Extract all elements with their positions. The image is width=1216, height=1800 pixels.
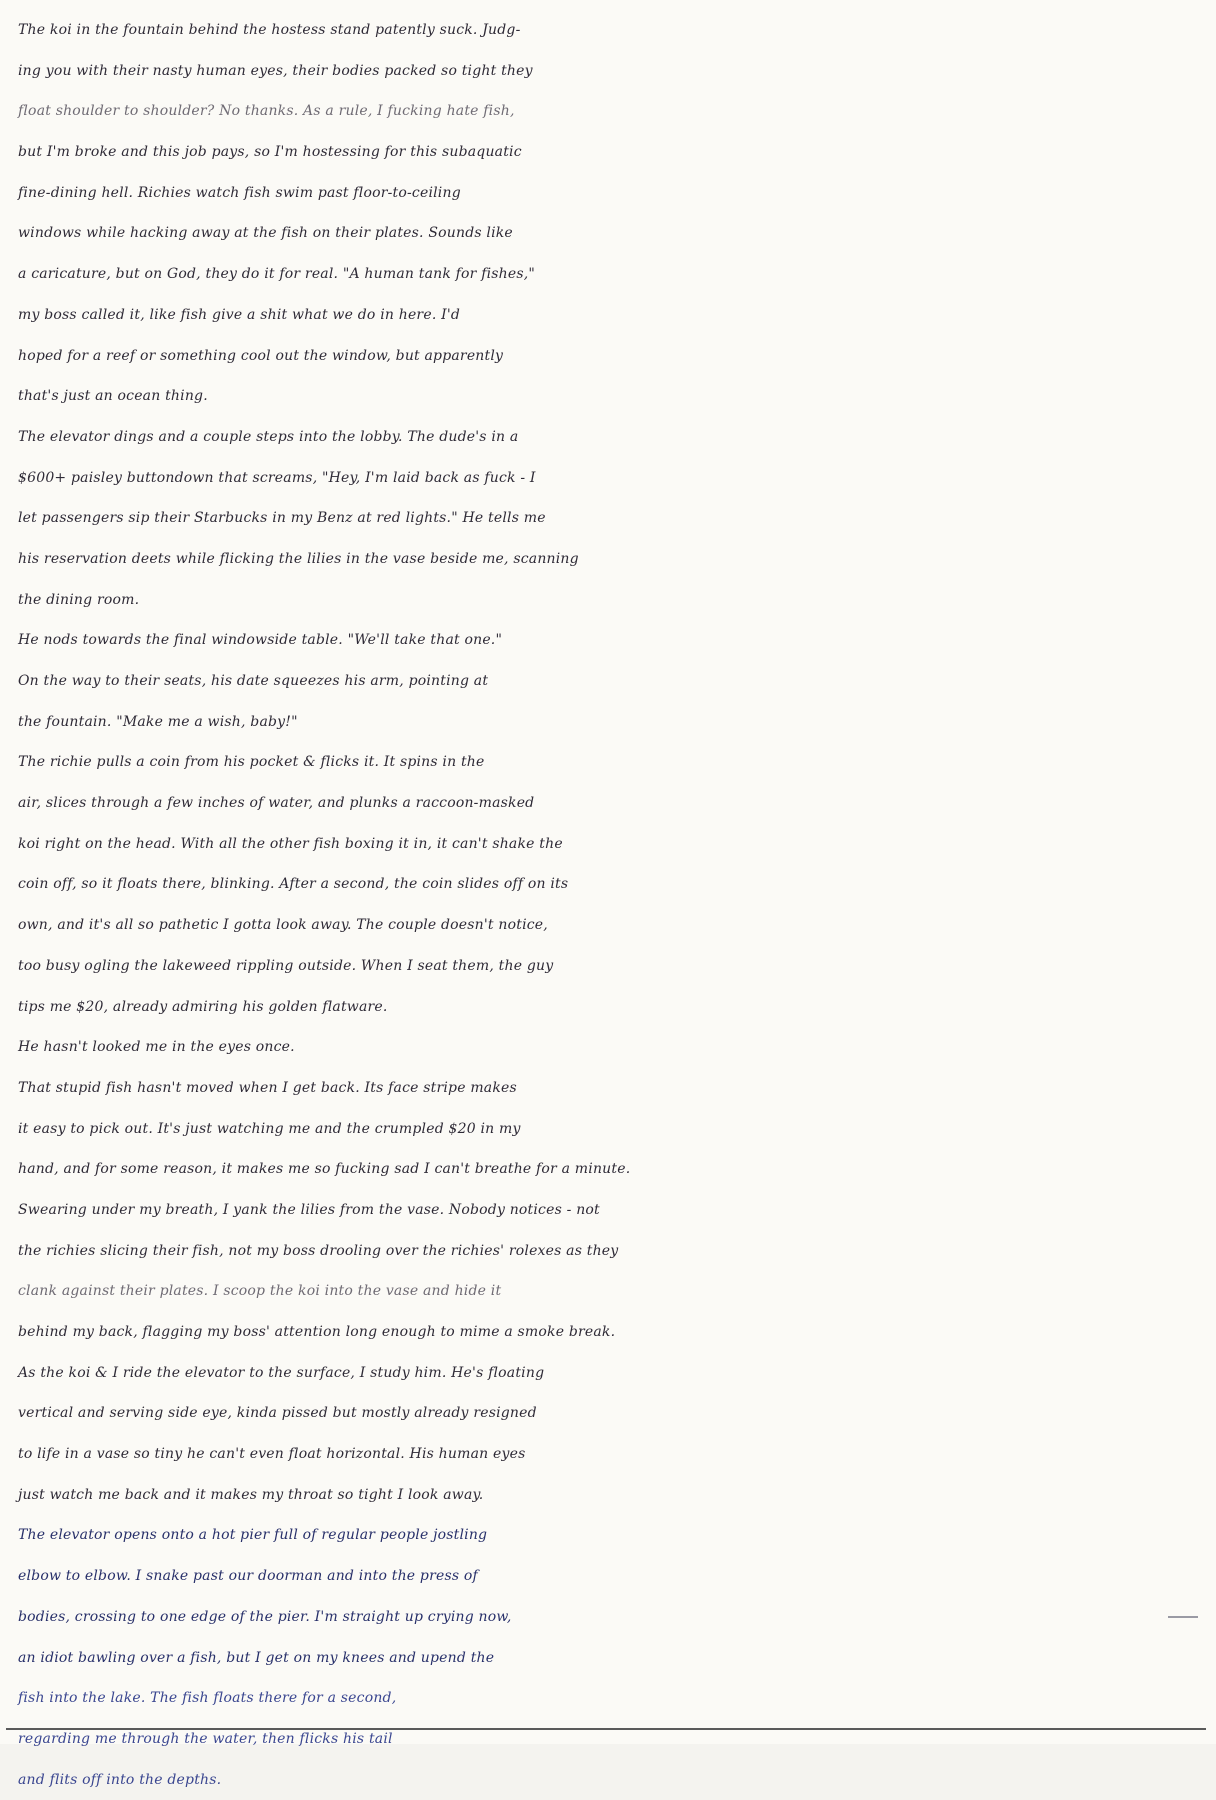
text-line: the fountain. "Make me a wish, baby!" — [18, 713, 298, 730]
pen-mark — [1168, 1616, 1198, 1618]
text-line: He nods towards the final windowside table. "We'll take that one." — [18, 632, 503, 649]
text-line: He hasn't looked me in the eyes once. — [18, 1039, 295, 1056]
text-line: fine-dining hell. Richies watch fish swim past floor-to-ceiling — [18, 184, 461, 201]
text-line: vertical and serving side eye, kinda pissed but mostly already resigned — [18, 1405, 537, 1422]
text-line: As the koi & I ride the elevator to the surface, I study him. He's floating — [18, 1364, 545, 1381]
text-line: tips me $20, already admiring his golden flatware. — [18, 998, 388, 1015]
text-line: The richie pulls a coin from his pocket & flicks it. It spins in the — [18, 754, 485, 771]
text-line: let passengers sip their Starbucks in my Benz at red lights." He tells me — [18, 510, 546, 527]
text-line: windows while hacking away at the fish on their plates. Sounds like — [18, 225, 513, 242]
bottom-rule — [6, 1728, 1206, 1730]
text-line: Swearing under my breath, I yank the lilies from the vase. Nobody notices - not — [18, 1201, 600, 1218]
handwritten-text — [18, 10, 1198, 1800]
text-line: and flits off into the depths. — [18, 1771, 222, 1788]
text-line: fish into the lake. The fish floats there for a second, — [18, 1690, 397, 1707]
text-line: regarding me through the water, then flicks his tail — [18, 1730, 393, 1747]
text-line: The koi in the fountain behind the hostess stand patently suck. Judg- — [18, 22, 521, 38]
text-line: clank against their plates. I scoop the koi into the vase and hide it — [18, 1283, 502, 1300]
text-line: $600+ paisley buttondown that screams, "Hey, I'm laid back as fuck - I — [18, 469, 536, 486]
text-line: behind my back, flagging my boss' attention long enough to mime a smoke break. — [18, 1324, 616, 1340]
text-line: too busy ogling the lakeweed rippling outside. When I seat them, the guy — [18, 957, 554, 974]
text-line: my boss called it, like fish give a shit what we do in here. I'd — [18, 306, 461, 323]
text-line: The elevator opens onto a hot pier full of regular people jostling — [18, 1527, 488, 1544]
text-line: an idiot bawling over a fish, but I get on my knees and upend the — [18, 1649, 495, 1666]
text-line: it easy to pick out. It's just watching me and the crumpled $20 in my — [18, 1120, 521, 1137]
text-line: float shoulder to shoulder? No thanks. As a rule, I fucking hate fish, — [18, 103, 515, 120]
text-line: just watch me back and it makes my throat so tight I look away. — [18, 1486, 484, 1503]
text-line: air, slices through a few inches of water, and plunks a raccoon-masked — [18, 795, 535, 812]
text-line: hoped for a reef or something cool out the window, but apparently — [18, 347, 504, 364]
text-line: the dining room. — [18, 591, 140, 608]
text-line: that's just an ocean thing. — [18, 388, 208, 405]
text-line: his reservation deets while flicking the lilies in the vase beside me, scanning — [18, 550, 579, 567]
text-line: to life in a vase so tiny he can't even float horizontal. His human eyes — [18, 1446, 526, 1463]
text-line: bodies, crossing to one edge of the pier. I'm straight up crying now, — [18, 1608, 512, 1625]
text-line: hand, and for some reason, it makes me so fucking sad I can't breathe for a minute. — [18, 1161, 631, 1178]
text-line: own, and it's all so pathetic I gotta look away. The couple doesn't notice, — [18, 917, 548, 934]
text-line: the richies slicing their fish, not my boss drooling over the richies' rolexes as they — [18, 1242, 619, 1259]
text-line: coin off, so it floats there, blinking. After a second, the coin slides off on its — [18, 876, 569, 893]
text-line: koi right on the head. With all the other fish boxing it in, it can't shake the — [18, 835, 563, 852]
text-line: but I'm broke and this job pays, so I'm hostessing for this subaquatic — [18, 144, 522, 161]
text-line: The elevator dings and a couple steps into the lobby. The dude's in a — [18, 428, 519, 445]
text-line: a caricature, but on God, they do it for real. "A human tank for fishes," — [18, 266, 536, 283]
text-line: On the way to their seats, his date squeezes his arm, pointing at — [18, 673, 489, 689]
text-line: That stupid fish hasn't moved when I get back. Its face stripe makes — [18, 1079, 517, 1096]
text-line: elbow to elbow. I snake past our doorman and into the press of — [18, 1568, 478, 1585]
text-line: ing you with their nasty human eyes, their bodies packed so tight they — [18, 62, 533, 79]
